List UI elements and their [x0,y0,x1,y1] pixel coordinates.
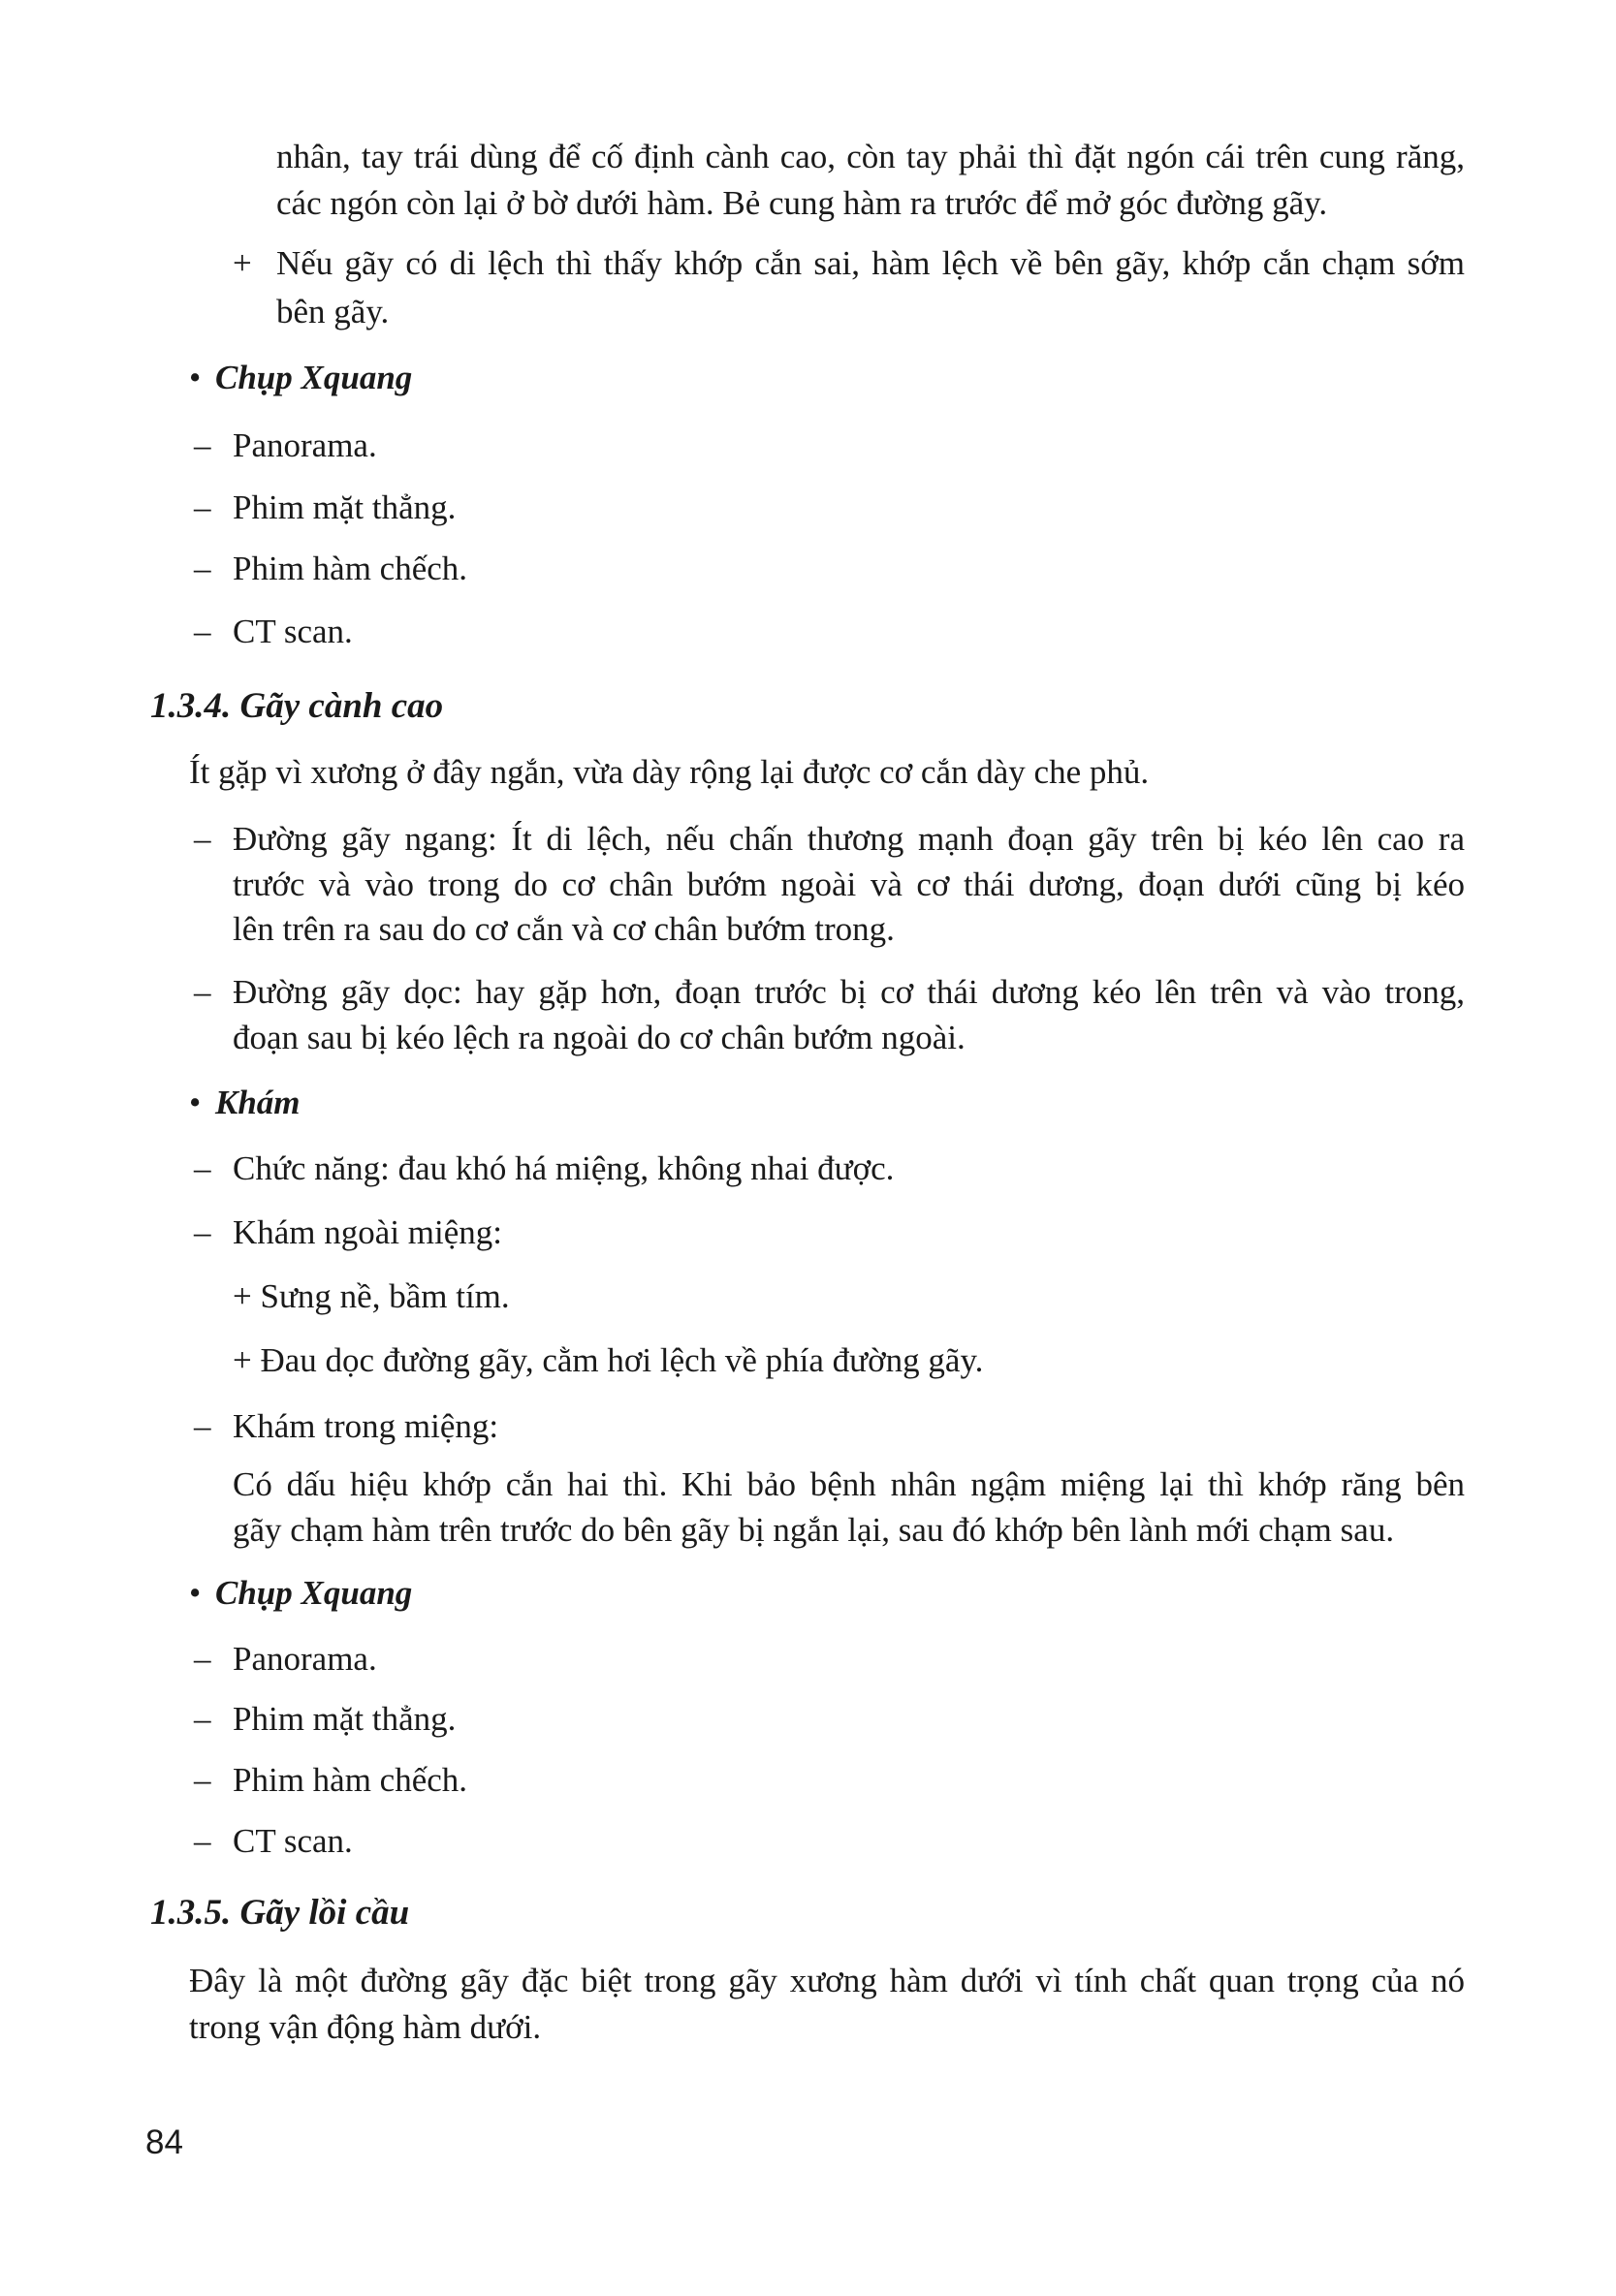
dash-marker: – [194,1149,211,1187]
paragraph-line: trong vận động hàm dưới. [189,2008,542,2046]
sub-list-item: + Sưng nề, bầm tím. [233,1277,510,1315]
sub-list-item: + Đau dọc đường gãy, cằm hơi lệch về phía đường gãy. [233,1341,984,1379]
dash-marker: – [194,1700,211,1738]
body-line: nhân, tay trái dùng để cố định cành cao, còn tay phải thì đặt ngón cái trên cung răng, [276,138,1465,175]
paragraph-line: Đây là một đường gãy đặc biệt trong gãy xương hàm dưới vì tính chất quan trọng của nó [189,1962,1465,1999]
list-item-line: bên gãy. [276,293,390,330]
dash-marker: – [194,1407,211,1445]
section-heading: 1.3.5. Gãy lồi cầu [150,1893,410,1933]
dash-marker: – [194,1761,211,1799]
section-heading: 1.3.4. Gãy cành cao [150,686,444,726]
list-item: Phim mặt thẳng. [233,488,457,526]
list-item: CT scan. [233,613,353,650]
dash-marker: – [194,426,211,464]
dash-marker: – [194,820,211,858]
subheading: Khám [215,1084,301,1121]
list-item-line: trước và vào trong do cơ chân bướm ngoài và cơ thái dương, đoạn dưới cũng bị kéo [233,865,1465,903]
list-item-line: Đường gãy ngang: Ít di lệch, nếu chấn thương mạnh đoạn gãy trên bị kéo lên cao ra [233,820,1465,858]
page-number: 84 [145,2123,183,2161]
dash-marker: – [194,613,211,650]
dash-marker: – [194,1640,211,1678]
paragraph: Ít gặp vì xương ở đây ngắn, vừa dày rộng lại được cơ cắn dày che phủ. [189,753,1150,791]
dash-marker: – [194,1213,211,1251]
list-item: Phim hàm chếch. [233,550,468,587]
list-item-line: lên trên ra sau do cơ cắn và cơ chân bướm trong. [233,910,895,948]
sub-paragraph-line: gãy chạm hàm trên trước do bên gãy bị ngắn lại, sau đó khớp bên lành mới chạm sau. [233,1511,1395,1549]
bullet-marker: • [189,1084,202,1121]
plus-marker: + [233,244,252,282]
list-item: Khám ngoài miệng: [233,1213,503,1251]
list-item: Chức năng: đau khó há miệng, không nhai được. [233,1149,895,1187]
dash-marker: – [194,488,211,526]
body-line: các ngón còn lại ở bờ dưới hàm. Bẻ cung hàm ra trước để mở góc đường gãy. [276,184,1328,222]
dash-marker: – [194,973,211,1011]
list-item-line: Đường gãy dọc: hay gặp hơn, đoạn trước bị cơ thái dương kéo lên trên và vào trong, [233,973,1465,1011]
list-item-line: đoạn sau bị kéo lệch ra ngoài do cơ chân bướm ngoài. [233,1019,966,1056]
bullet-marker: • [189,359,202,396]
list-item-line: Nếu gãy có di lệch thì thấy khớp cắn sai, hàm lệch về bên gãy, khớp cắn chạm sớm [276,244,1465,282]
list-item: Panorama. [233,426,377,464]
bullet-marker: • [189,1574,202,1612]
dash-marker: – [194,1822,211,1860]
list-item: CT scan. [233,1822,353,1860]
dash-marker: – [194,550,211,587]
sub-paragraph-line: Có dấu hiệu khớp cắn hai thì. Khi bảo bệnh nhân ngậm miệng lại thì khớp răng bên [233,1465,1465,1503]
subheading: Chụp Xquang [215,1574,413,1612]
subheading: Chụp Xquang [215,359,413,396]
list-item: Panorama. [233,1640,377,1678]
list-item: Phim mặt thẳng. [233,1700,457,1738]
list-item: Phim hàm chếch. [233,1761,468,1799]
list-item: Khám trong miệng: [233,1407,499,1445]
